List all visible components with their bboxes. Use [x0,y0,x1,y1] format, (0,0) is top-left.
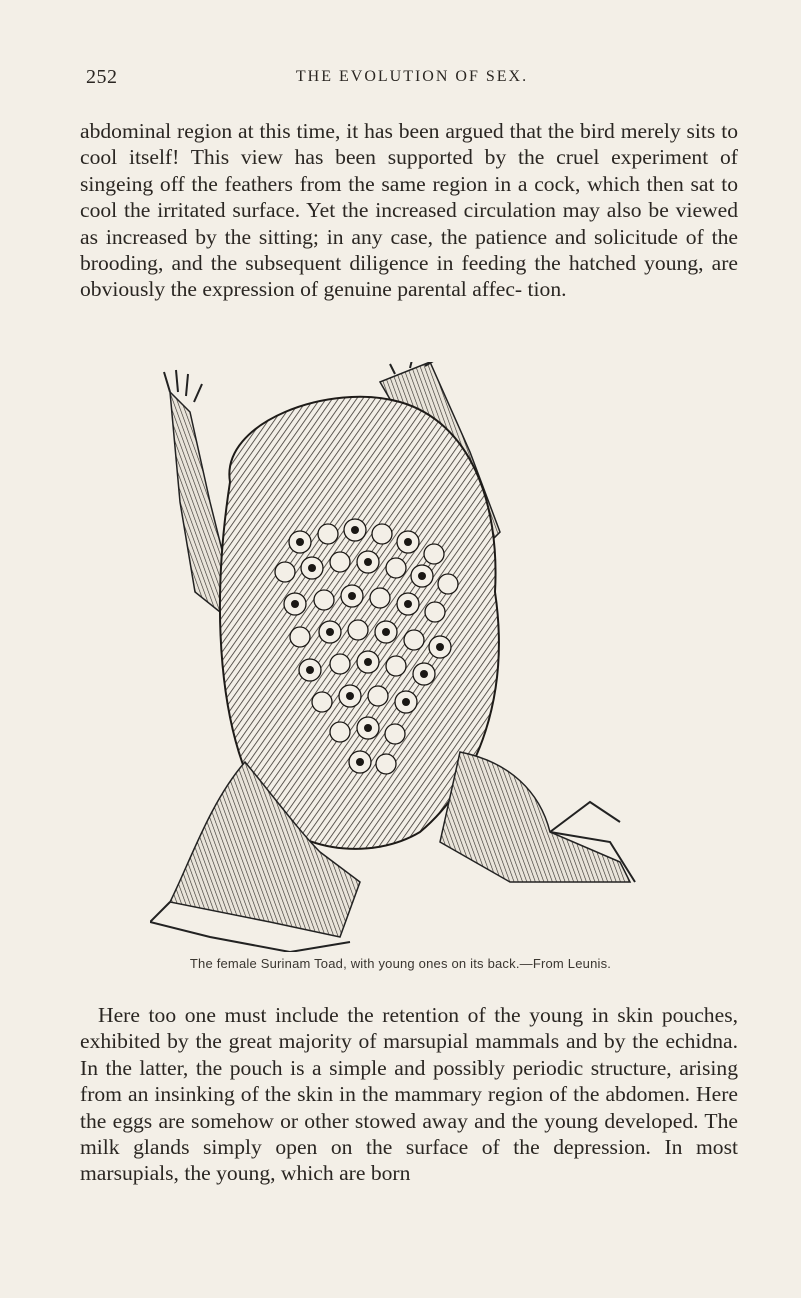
paragraph-2: Here too one must include the retention of the young in skin pouches, exhibited by the great majority of marsupial mammals and by the echidna. In the latter, the pouch is a simple and possibly periodic structure, arising from an insinking of the skin in the mammary region of the abdomen. Here the eggs are somehow or other stowed away and the young developed. The milk glands simply open on the surface of the depression. In most marsupials, the young, which are born [80,1003,738,1186]
page-header [86,66,738,96]
running-head: THE EVOLUTION OF SEX. [295,68,529,85]
surinam-toad-illustration [150,362,640,952]
page-number: 252 [86,66,118,88]
paragraph-1: abdominal region at this time, it has been argued that the bird merely sits to cool itself! This view has been supported by the cruel experiment of singeing off the feathers from the same region in a cock, which then sat to cool the irritated surface. Yet the increased circulation may also be viewed as increased by the sitting; in any case, the patience and solicitude of the brooding, and the subsequent diligence in feeding the hatched young, are obviously the expression of genuine parental affec- tion. [80,119,738,302]
figure-caption: The female Surinam Toad, with young ones on its back.—From Leunis. [189,956,612,971]
